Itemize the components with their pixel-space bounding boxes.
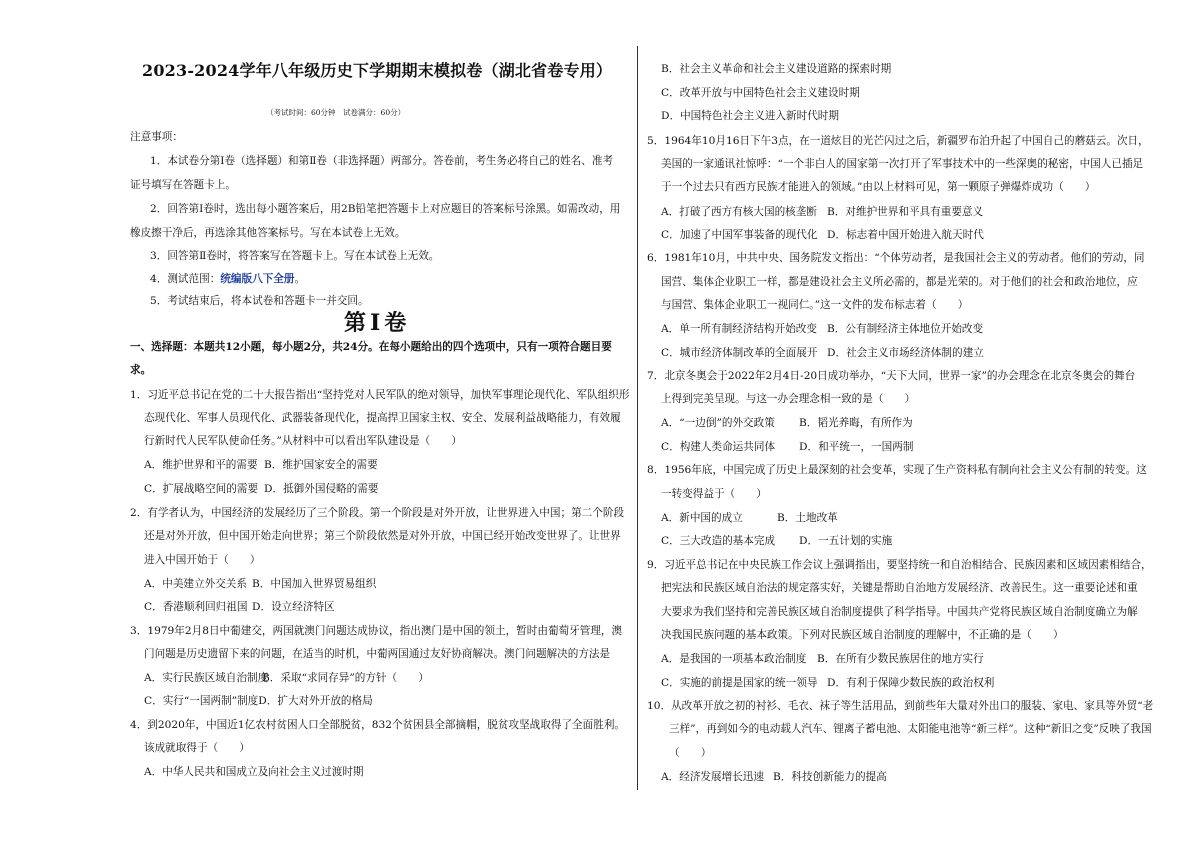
question-5-stem: 5．1964年10月16日下午3点，在一道炫目的光芒闪过之后，新疆罗布泊升起了中国自己的蘑菇云。次日， [647, 135, 1149, 147]
option-b[interactable]: B．在所有少数民族居住的地方实行 [817, 653, 984, 665]
option-b[interactable]: B．中国加入世界贸易组织 [252, 578, 377, 590]
note-5: 5．考试结束后，将本试卷和答题卡一并交回。 [150, 295, 369, 307]
question-1-options-cd [144, 482, 378, 496]
question-8-stem-2: 一转变得益于（ ） [661, 488, 767, 500]
option-a[interactable]: A．“一边倒”的外交政策 [661, 417, 775, 429]
question-7-stem: 7．北京冬奥会于2022年2月4日-20日成功举办，“天下大同，世界一家”的办会理念在北京冬奥会的舞台 [647, 370, 1136, 382]
question-3-options-cd [144, 694, 373, 708]
question-5-stem-3: 于一个过去只有西方民族才能进入的领域。”由以上材料可见，第一颗原子弹爆炸成功（ ） [661, 181, 1096, 193]
option-c[interactable]: C．香港顺利回归祖国 [144, 601, 248, 613]
question-4-stem: 4．到2020年，中国近1亿农村贫困人口全部脱贫，832个贫困县全部摘帽，脱贫攻坚战取得了全面胜利。 [130, 719, 626, 731]
option-d[interactable]: D．抵御外国侵略的需要 [264, 483, 379, 495]
note-2-cont: 橡皮擦干净后，再选涂其他答案标号。写在本试卷上无效。 [130, 227, 406, 239]
question-9-stem-2: 把宪法和民族区域自治法的规定落实好，关键是帮助自治地方发展经济、改善民生。这一重要论述和重 [661, 582, 1138, 594]
question-4-stem-2: 该成就取得于（ ） [144, 742, 250, 754]
question-8-stem: 8．1956年底，中国完成了历史上最深刻的社会变革，实现了生产资料私有制向社会主义公有制的转变。这 [647, 464, 1147, 476]
question-2-options-ab [144, 577, 376, 591]
option-a[interactable]: A．是我国的一项基本政治制度 [661, 653, 807, 665]
option-c[interactable]: C．构建人类命运共同体 [661, 441, 776, 453]
question-6-stem: 6．1981年10月，中共中央、国务院发文指出：“个体劳动者，是我国社会主义的劳动者。他们的劳动，同 [647, 252, 1145, 264]
question-1-stem-3: 行新时代人民军队使命任务。”从材料中可以看出军队建设是（ ） [144, 435, 462, 447]
option-a[interactable]: A．维护世界和平的需要 [144, 459, 258, 471]
option-a[interactable]: A．中美建立外交关系 [144, 578, 247, 590]
question-10-stem-2: 三样”，再到如今的电动载人汽车、锂离子蓄电池、太阳能电池等“新三样”。这种“新旧之变”反映了我国 [669, 723, 1152, 735]
note-3: 3．回答第Ⅱ卷时，将答案写在答题卡上。写在本试卷上无效。 [150, 250, 440, 262]
option-b[interactable]: B．维护国家安全的需要 [264, 459, 378, 471]
question-9-options-cd [661, 676, 994, 690]
option-d[interactable]: D．一五计划的实施 [799, 535, 893, 547]
question-1-stem-2: 态现代化、军事人员现代化、武器装备现代化，提高捍卫国家主权、安全、发展利益战略能力，有效履 [144, 412, 621, 424]
note-1-cont: 证号填写在答题卡上。 [130, 179, 236, 191]
section-title: 第Ⅰ卷 [344, 310, 411, 336]
option-a[interactable]: A．打破了西方有核大国的核垄断 [661, 206, 817, 218]
question-3-stem-2: 门问题是历史遗留下来的问题，在适当的时机，中葡两国通过友好协商解决。澳门问题解决的方法是 [144, 648, 611, 660]
option-c[interactable]: C．实行“一国两制”制度 [144, 695, 259, 707]
exam-title: 2023-2024学年八年级历史下学期期末模拟卷（湖北省卷专用） [142, 61, 613, 80]
question-4-option-a[interactable]: A．中华人民共和国成立及向社会主义过渡时期 [144, 766, 364, 778]
question-7-stem-2: 上得到完美呈现。与这一办会理念相一致的是（ ） [661, 393, 916, 405]
question-10-options-ab [661, 770, 887, 784]
question-3-options-ab [144, 671, 429, 685]
note-4 [150, 272, 305, 286]
instructions: 一、选择题：本题共12小题，每小题2分，共24分。在每小题给出的四个选项中，只有一项符合题目要 [130, 341, 612, 353]
option-a[interactable]: A．新中国的成立 [661, 512, 743, 524]
question-2-stem-2: 还是对外开放，但中国开始走向世界；第三个阶段依然是对外开放，中国已经开始改变世界了。让世界 [144, 530, 621, 542]
note-4-suffix: 。 [294, 273, 306, 285]
question-8-options-cd [661, 534, 892, 548]
option-b[interactable]: B．采取“求同存异”的方针（ ） [262, 672, 429, 684]
option-c[interactable]: C．实施的前提是国家的统一领导 [661, 677, 818, 689]
question-5-stem-2: 美国的一家通讯社惊呼：“一个非白人的国家第一次打开了军事技术中的一些深奥的秘密，中国人已插足 [661, 158, 1144, 170]
note-1: 1．本试卷分第Ⅰ卷（选择题）和第Ⅱ卷（非选择题）两部分。答卷前，考生务必将自己的姓名、准考 [150, 155, 614, 167]
question-6-options-ab [661, 322, 983, 336]
test-scope: 统编版八下全册 [220, 273, 295, 285]
question-2-stem-3: 进入中国开始于（ ） [144, 554, 261, 566]
question-5-options-cd [661, 228, 984, 242]
question-7-options-ab [661, 416, 913, 430]
question-9-stem-3: 大要求为我们坚持和完善民族区域自治制度提供了科学指导。中国共产党将民族区域自治制度确立为解 [661, 606, 1138, 618]
question-8-options-ab [661, 511, 838, 525]
question-6-options-cd [661, 346, 984, 360]
option-a[interactable]: A．经济发展增长迅速 [661, 771, 764, 783]
option-c[interactable]: C．三大改造的基本完成 [661, 535, 776, 547]
question-4-option-d[interactable]: D．中国特色社会主义进入新时代时期 [661, 110, 839, 122]
option-a[interactable]: A．单一所有制经济结构开始改变 [661, 323, 817, 335]
column-divider [637, 46, 638, 790]
option-b[interactable]: B．公有制经济主体地位开始改变 [827, 323, 984, 335]
question-7-options-cd [661, 440, 913, 454]
option-a[interactable]: A．实行民族区域自治制度 [144, 672, 269, 684]
question-2-stem: 2．有学者认为，中国经济的发展经历了三个阶段。第一个阶段是对外开放，让世界进入中国；第二个阶段 [130, 507, 625, 519]
note-2: 2．回答第Ⅰ卷时，选出每小题答案后，用2B铅笔把答题卡上对应题目的答案标号涂黑。如需改动，用 [150, 203, 621, 215]
question-1-options-ab [144, 458, 378, 472]
question-4-option-c[interactable]: C．改革开放与中国特色社会主义建设时期 [661, 87, 860, 99]
instructions-cont: 求。 [130, 364, 152, 376]
question-6-stem-3: 与国营、集体企业职工一视同仁。”这一文件的发布标志着（ ） [661, 299, 969, 311]
question-2-options-cd [144, 600, 335, 614]
question-6-stem-2: 国营、集体企业职工一样，都是建设社会主义所必需的，都是光荣的。对于他们的社会和政治地位，应 [661, 276, 1138, 288]
option-d[interactable]: D．设立经济特区 [252, 601, 335, 613]
note-4-prefix: 4．测试范围： [150, 273, 221, 285]
question-3-stem: 3．1979年2月8日中葡建交，两国就澳门问题达成协议，指出澳门是中国的领土，暂时由葡萄牙管理，澳 [130, 625, 623, 637]
notes-heading: 注意事项： [130, 131, 183, 143]
question-9-stem: 9．习近平总书记在中央民族工作会议上强调指出，要坚持统一和自治相结合、民族因素和区域因素相结合， [647, 559, 1152, 571]
option-b[interactable]: B．韬光养晦，有所作为 [799, 417, 913, 429]
exam-info: （考试时间：60分钟 试卷满分：60分） [266, 108, 406, 117]
option-c[interactable]: C．城市经济体制改革的全面展开 [661, 347, 818, 359]
option-d[interactable]: D．标志着中国开始进入航天时代 [827, 229, 984, 241]
question-9-stem-4: 决我国民族问题的基本政策。下列对民族区域自治制度的理解中，不正确的是（ ） [661, 629, 1064, 641]
option-d[interactable]: D．社会主义市场经济体制的建立 [827, 347, 984, 359]
option-d[interactable]: D．和平统一，一国两制 [799, 441, 914, 453]
option-d[interactable]: D．有利于保障少数民族的政治权利 [827, 677, 995, 689]
question-1-stem: 1．习近平总书记在党的二十大报告指出“坚持党对人民军队的绝对领导，加快军事理论现代化、军队组织形 [130, 389, 630, 401]
option-d[interactable]: D．扩大对外开放的格局 [258, 695, 373, 707]
question-10-stem: 10．从改革开放之初的衬衫、毛衣、袜子等生活用品，到前些年大量对外出口的服装、家电、家具等外贸“老 [647, 700, 1154, 712]
question-10-stem-3: （ ） [669, 747, 712, 759]
question-5-options-ab [661, 205, 983, 219]
option-b[interactable]: B．科技创新能力的提高 [773, 771, 887, 783]
option-b[interactable]: B．对维护世界和平具有重要意义 [827, 206, 984, 218]
question-9-options-ab [661, 652, 984, 666]
option-c[interactable]: C．扩展战略空间的需要 [144, 483, 259, 495]
option-c[interactable]: C．加速了中国军事装备的现代化 [661, 229, 818, 241]
option-b[interactable]: B．土地改革 [777, 512, 838, 524]
question-4-option-b[interactable]: B．社会主义革命和社会主义建设道路的探索时期 [661, 63, 892, 75]
